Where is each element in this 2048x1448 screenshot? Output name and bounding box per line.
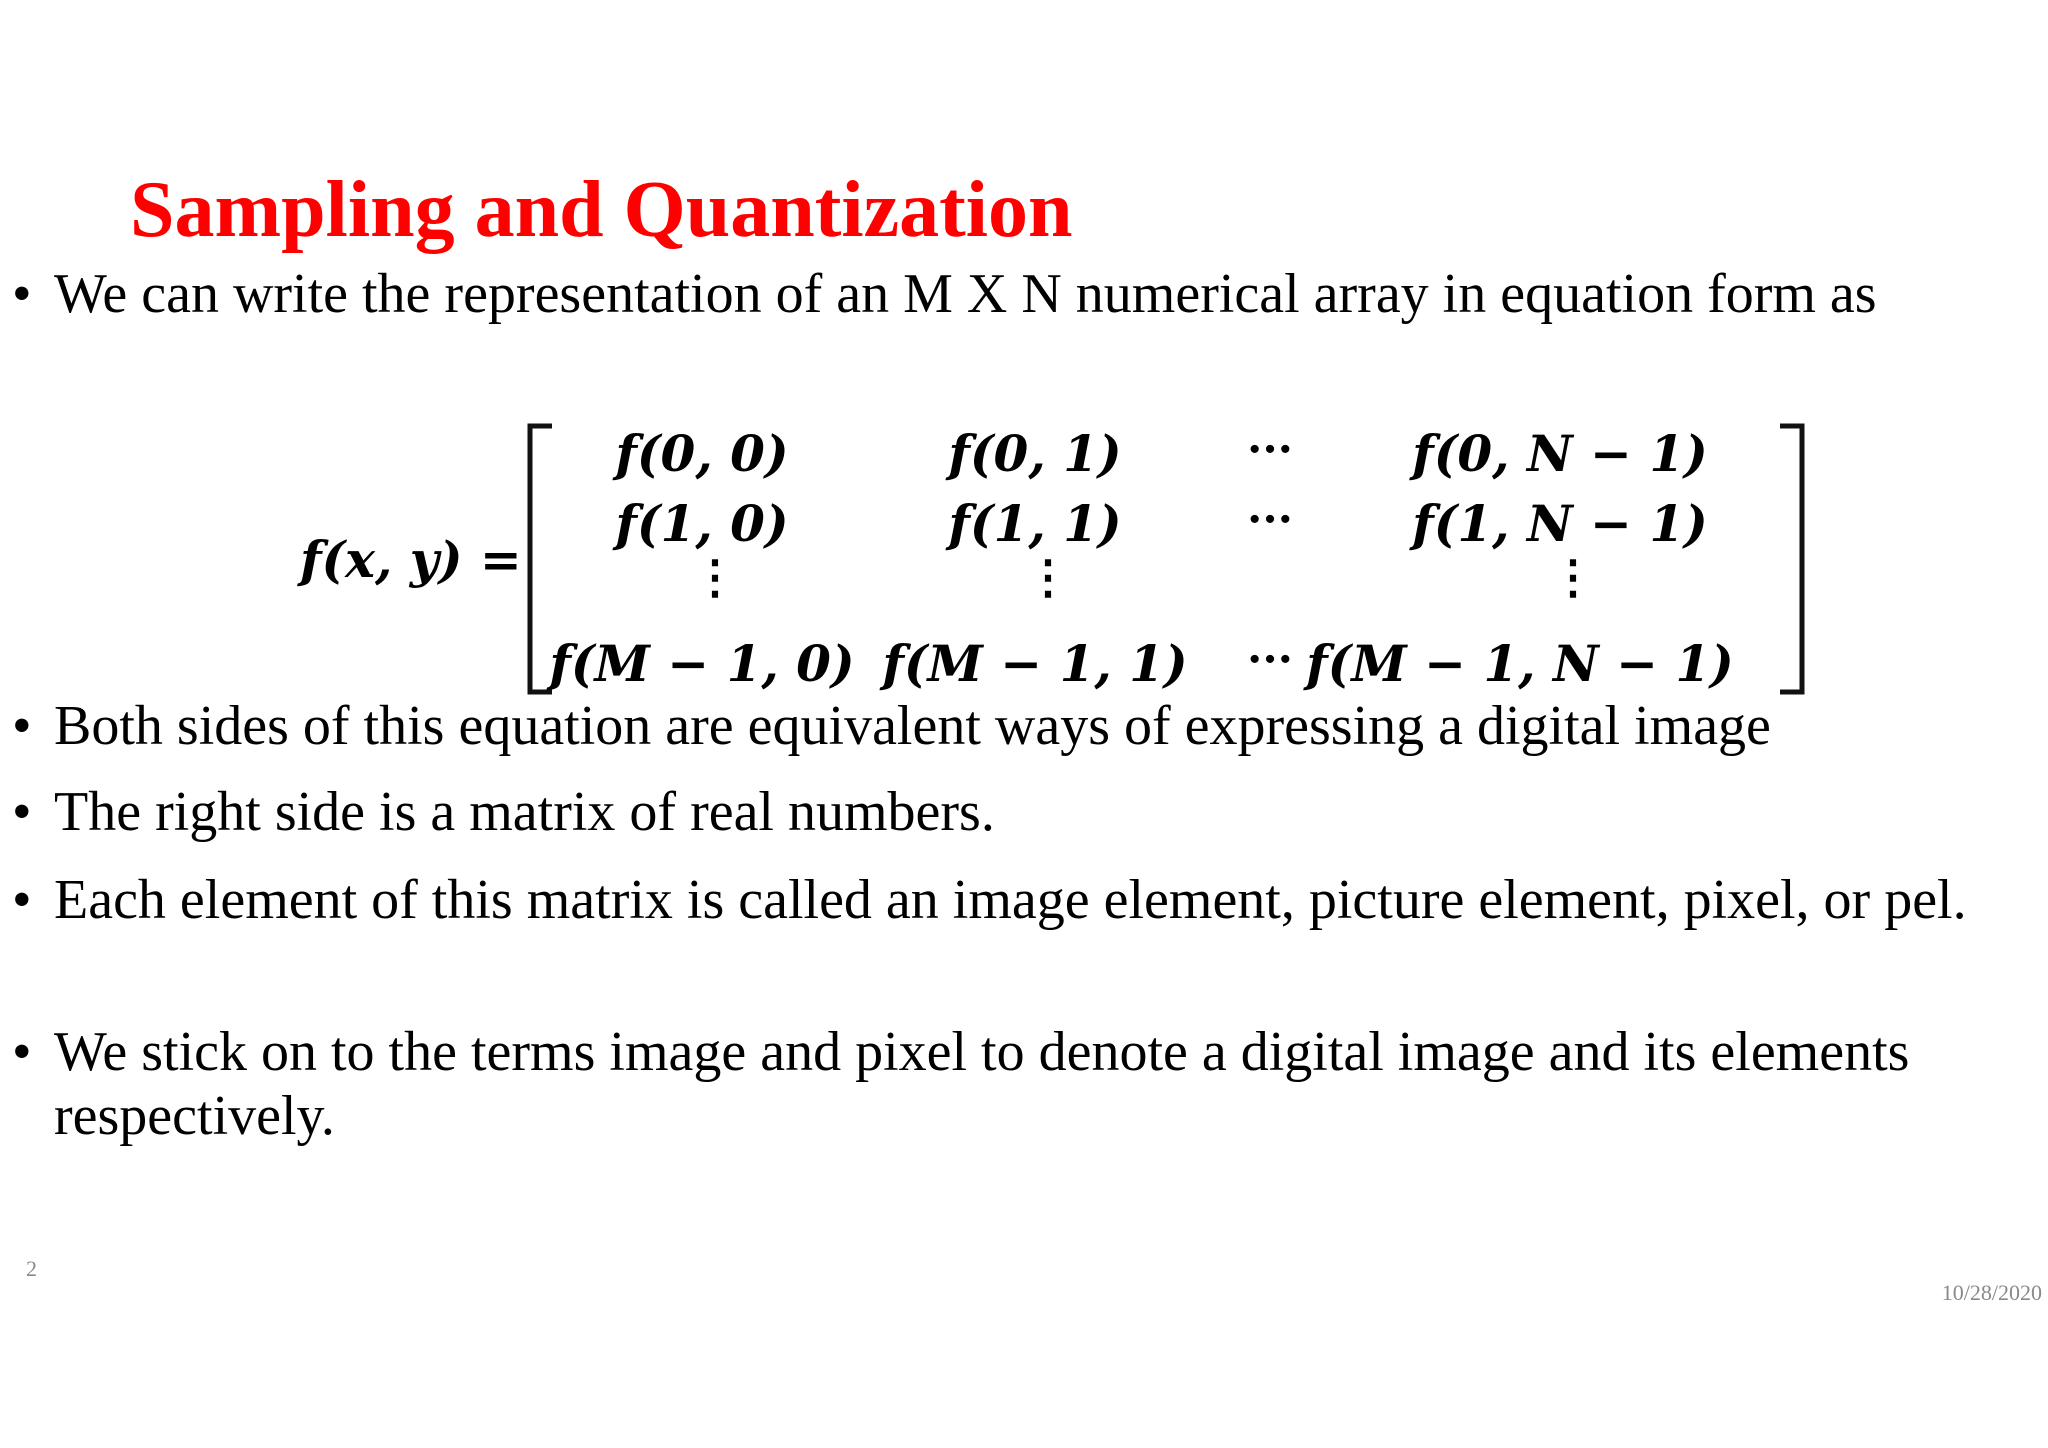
bullet-item	[12, 868, 2032, 932]
bullet-text: We can write the representation of an M X N numerical array in equation form as	[54, 263, 1877, 325]
matrix-equation	[290, 412, 1810, 712]
matrix-cell: f(0, N − 1)	[1412, 424, 1708, 483]
bullet-text: Both sides of this equation are equivalent ways of expressing a digital image	[54, 695, 1771, 757]
matrix-cell: f(1, 1)	[948, 494, 1122, 553]
bullet-dot-icon: •	[12, 1021, 32, 1083]
matrix-hdots: ···	[1247, 494, 1293, 545]
matrix-cell: f(M − 1, N − 1)	[1306, 634, 1734, 693]
matrix-hdots: ···	[1247, 634, 1293, 685]
matrix-cell: f(M − 1, 1)	[882, 634, 1188, 693]
bullet-dot-icon: •	[12, 869, 32, 931]
slide-number: 2	[26, 1256, 37, 1281]
bullet-dot-icon: •	[12, 263, 32, 325]
bullet-dot-icon: •	[12, 695, 32, 757]
right-bracket	[1780, 426, 1802, 692]
bullet-text: Each element of this matrix is called an image element, picture element, pixel, or pel.	[54, 869, 1967, 931]
bullet-text: We stick on to the terms image and pixel to denote a digital image and its elements respectively.	[54, 1021, 1910, 1147]
bullet-item	[12, 262, 2032, 326]
matrix-cell: f(1, 0)	[615, 494, 789, 553]
bullet-item	[12, 694, 2032, 758]
matrix-cell: f(M − 1, 0)	[549, 634, 855, 693]
matrix-vdots: ⋮	[1550, 550, 1596, 604]
bullet-item	[12, 780, 2032, 844]
bullet-dot-icon: •	[12, 781, 32, 843]
matrix-cell: f(0, 0)	[615, 424, 789, 483]
bullet-text: The right side is a matrix of real numbers.	[54, 781, 995, 843]
slide-title: Sampling and Quantization	[130, 166, 1073, 254]
equation-equals-sign: =	[479, 530, 522, 589]
matrix-vdots: ⋮	[1025, 550, 1071, 604]
slide-date: 10/28/2020	[1941, 1280, 2042, 1305]
equation-lhs-function: f(x, y)	[300, 530, 463, 589]
matrix-hdots: ···	[1247, 424, 1293, 475]
matrix-cell: f(1, N − 1)	[1412, 494, 1708, 553]
matrix-cell: f(0, 1)	[948, 424, 1122, 483]
matrix-vdots: ⋮	[692, 550, 738, 604]
bullet-item	[12, 1020, 2032, 1148]
